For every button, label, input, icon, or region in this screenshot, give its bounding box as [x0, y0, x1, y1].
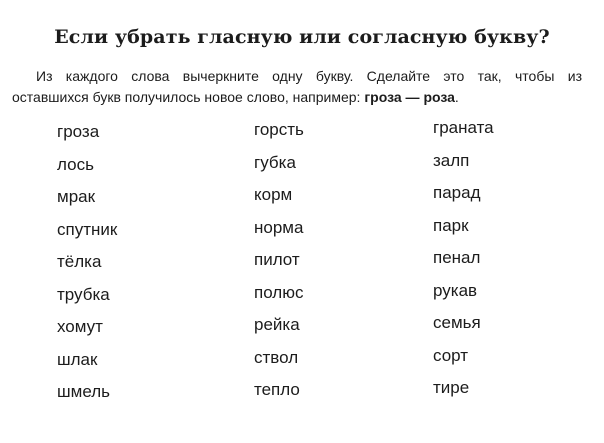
- word-item: спутник: [57, 219, 118, 239]
- word-item: мрак: [57, 187, 96, 206]
- word-column-3: [433, 118, 494, 411]
- word-item: пилот: [254, 250, 300, 269]
- word-item: губка: [254, 152, 296, 172]
- word-item: норма: [254, 217, 304, 237]
- word-item: гроза: [57, 122, 100, 141]
- page-title: Если убрать гласную или согласную букву?: [54, 26, 550, 48]
- word-item: тёлка: [57, 252, 102, 271]
- word-item: залп: [433, 150, 470, 170]
- word-item: пенал: [433, 248, 481, 267]
- word-item: рукав: [433, 280, 478, 300]
- word-item: ствол: [254, 347, 299, 367]
- example-result: роза: [423, 89, 455, 105]
- instructions-end: .: [454, 89, 459, 105]
- word-column-1: [57, 122, 117, 415]
- word-item: шмель: [57, 382, 110, 401]
- word-item: горсть: [254, 120, 304, 139]
- word-item: трубка: [57, 284, 110, 304]
- word-item: рейка: [254, 315, 300, 334]
- example-word: гроза: [364, 89, 402, 105]
- instructions-line-2: [12, 87, 582, 108]
- instructions-line-2-text: оставшихся букв получилось новое слово, например:: [12, 89, 365, 105]
- word-item: лось: [57, 154, 94, 174]
- word-item: парк: [433, 215, 469, 235]
- word-item: парад: [433, 183, 481, 202]
- word-item: сорт: [433, 345, 469, 365]
- example-dash: —: [401, 89, 424, 105]
- word-item: тире: [433, 378, 470, 397]
- word-item: шлак: [57, 349, 98, 369]
- instructions-text: [12, 66, 582, 108]
- word-item: семья: [433, 313, 481, 332]
- instructions-line-1: Из каждого слова вычеркните одну букву. Сделайте это так, чтобы из: [36, 68, 582, 84]
- word-item: корм: [254, 185, 293, 204]
- word-item: хомут: [57, 317, 103, 336]
- word-column-2: [254, 120, 304, 413]
- word-item: тепло: [254, 380, 300, 399]
- word-item: полюс: [254, 282, 304, 302]
- word-item: граната: [433, 118, 494, 137]
